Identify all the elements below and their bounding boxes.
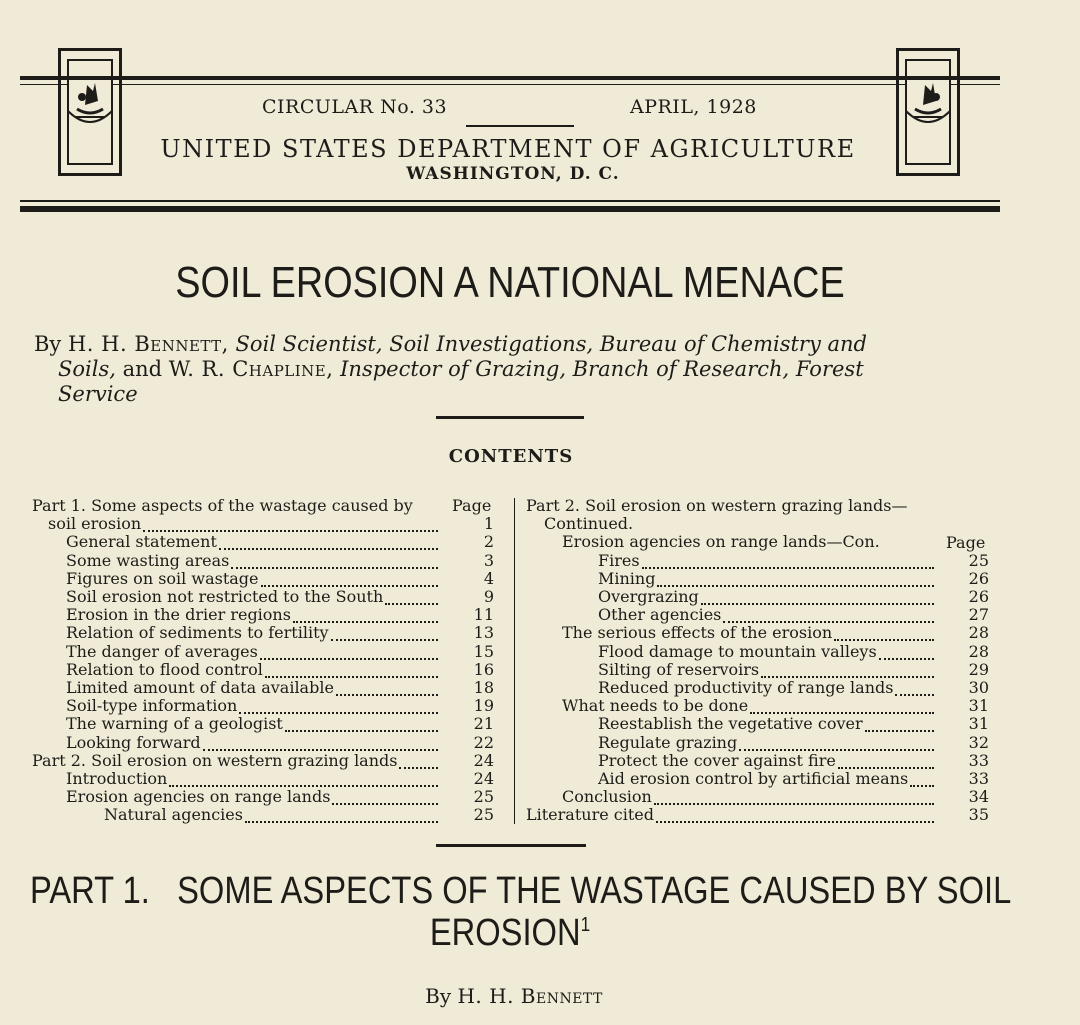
circular-date: APRIL, 1928 (630, 96, 757, 118)
toc-entry (0, 697, 1080, 715)
toc-entry (0, 588, 1080, 606)
toc-entry-title: Erosion in the drier regions (66, 605, 291, 625)
toc-entry-page: 21 (473, 714, 494, 734)
toc-leader-dots (910, 783, 934, 787)
toc-entry-page: 3 (483, 550, 494, 570)
toc-column-divider (514, 498, 515, 824)
toc-entry-title: What needs to be done (562, 696, 749, 716)
toc-leader-dots (895, 692, 934, 696)
toc-entry-title: Soil erosion not restricted to the South (66, 587, 384, 606)
toc-entry (0, 679, 1080, 697)
usda-seal-icon (903, 71, 953, 141)
header-rule-bottom (20, 200, 1000, 202)
author-bennett-role: Soil Scientist, Soil Investigations, Bureau of Chemistry and (235, 332, 867, 356)
department-location: WASHINGTON, D. C. (406, 164, 620, 184)
toc-entry-page: 16 (473, 659, 494, 679)
toc-entry-title: Conclusion (562, 787, 652, 807)
toc-entry-title: The warning of a geologist (66, 714, 283, 734)
part1-byline (0, 984, 1028, 1008)
toc-entry (0, 643, 1080, 661)
author-chapline: W. R. Chapline, (168, 357, 334, 381)
toc-entry-page: 15 (473, 641, 494, 661)
toc-entry (0, 515, 1080, 533)
toc-entry-page: 27 (968, 605, 989, 625)
toc-entry-page: 24 (473, 750, 494, 770)
toc-entry-title: Part 1. Some aspects of the wastage caused by (32, 496, 413, 515)
toc-entry-title: Natural agencies (104, 805, 243, 825)
toc-entry (0, 770, 1080, 788)
toc-entry-page: 25 (968, 550, 989, 570)
toc-entry-title: Relation to flood control (66, 659, 263, 679)
toc-entry-page: 35 (968, 805, 989, 825)
toc-entry-title: Erosion agencies on range lands—Con. (562, 532, 880, 552)
divider-above-contents (436, 416, 584, 419)
toc-entry (0, 715, 1080, 733)
part1-byline-by: By (425, 984, 452, 1008)
toc-entry-title: Continued. (544, 514, 634, 534)
toc-entry-title: Fires (598, 550, 640, 570)
toc-entry-page: 34 (968, 787, 989, 807)
header-rule-top-thin (20, 84, 1000, 85)
toc-entry-title: Protect the cover against fire (598, 750, 836, 770)
toc-entry-title: Other agencies (598, 605, 722, 625)
department-name: UNITED STATES DEPARTMENT OF AGRICULTURE (160, 135, 856, 163)
toc-entry (0, 734, 1080, 752)
toc-entry-page: 19 (473, 696, 494, 716)
toc-entry-title: Part 2. Soil erosion on western grazing lands— (526, 496, 908, 515)
toc-leader-dots (656, 819, 934, 823)
toc-entry (0, 788, 1080, 806)
footnote-mark: 1 (580, 914, 591, 936)
header-rule-bottom-thick (20, 206, 1000, 212)
toc-entry (0, 606, 1080, 624)
toc-entry (0, 497, 1080, 515)
toc-entry-page: 11 (473, 605, 494, 625)
author-chapline-role-cont: Service (58, 382, 138, 406)
contents-heading: CONTENTS (448, 446, 574, 467)
toc-page-label-left: Page (452, 496, 492, 515)
circular-number: CIRCULAR No. 33 (262, 96, 448, 118)
toc-entry-title: Introduction (66, 769, 168, 788)
toc-entry-page: 22 (473, 732, 494, 752)
toc-entry-title: Aid erosion control by artificial means (598, 769, 909, 788)
toc-entry-title: Some wasting areas (66, 550, 230, 570)
toc-entry-page: 25 (473, 787, 494, 807)
byline-and: and (122, 357, 163, 381)
toc-entry-title: Overgrazing (598, 587, 699, 606)
toc-leader-dots (642, 565, 934, 569)
document-title: SOIL EROSION A NATIONAL MENACE (175, 258, 845, 307)
toc-entry-title: Looking forward (66, 732, 201, 752)
toc-entry (0, 624, 1080, 642)
toc-entry-title: The danger of averages (66, 641, 258, 661)
toc-entry-page: 31 (968, 714, 989, 734)
toc-entry-page: 28 (968, 641, 989, 661)
toc-entry-title: Flood damage to mountain valleys (598, 641, 877, 661)
toc-entry-page: 26 (968, 587, 989, 606)
author-bennett: H. H. Bennett, (67, 332, 229, 356)
toc-entry-page: 33 (968, 769, 989, 788)
toc-entry-title: Erosion agencies on range lands (66, 787, 331, 807)
toc-entry (0, 752, 1080, 770)
toc-entry (0, 570, 1080, 588)
toc-entry-page: 29 (968, 659, 989, 679)
author-bennett-role-cont: Soils, (58, 357, 116, 381)
toc-entry-title: Reduced productivity of range lands (598, 678, 894, 697)
toc-entry-page: 28 (968, 623, 989, 643)
toc-page-label-right: Page (946, 533, 986, 552)
part1-byline-author: H. H. Bennett (457, 984, 603, 1008)
toc-entry-title: Figures on soil wastage (66, 568, 259, 588)
toc-leader-dots (865, 728, 934, 732)
toc-leader-dots (879, 656, 934, 660)
toc-entry-page: 33 (968, 750, 989, 770)
toc-leader-dots (739, 747, 934, 751)
usda-seal-icon (65, 71, 115, 141)
toc-entry-page: 9 (483, 587, 494, 606)
toc-leader-dots (834, 637, 934, 641)
authors-byline (34, 332, 994, 407)
toc-entry-title: Relation of sediments to fertility (66, 623, 329, 643)
toc-entry-title: Literature cited (526, 805, 654, 825)
author-chapline-role: Inspector of Grazing, Branch of Research, Forest (340, 357, 864, 381)
header-center-rule (466, 125, 574, 127)
toc-entry-page: 13 (473, 623, 494, 643)
toc-entry-title: Regulate grazing (598, 732, 738, 752)
toc-entry-page: 30 (968, 678, 989, 697)
toc-entry (0, 806, 1080, 824)
part1-heading-erosion: EROSION (429, 912, 581, 954)
toc-leader-dots (654, 801, 934, 805)
toc-entry-title: Part 2. Soil erosion on western grazing lands (32, 750, 398, 770)
toc-entry-title: Silting of reservoirs (598, 659, 760, 679)
toc-entry-page: 26 (968, 568, 989, 588)
toc-entry (0, 552, 1080, 570)
toc-entry-page: 2 (483, 532, 494, 552)
toc-entry-page: 24 (473, 769, 494, 788)
toc-entry-title: The serious effects of the erosion (562, 623, 833, 643)
toc-entry-title: General statement (66, 532, 217, 552)
toc-entry-page: 31 (968, 696, 989, 716)
part1-heading-line2 (71, 912, 948, 955)
toc-entry (0, 661, 1080, 679)
toc-entry-page: 1 (483, 514, 494, 534)
toc-entry-title: Limited amount of data available (66, 678, 334, 697)
toc-entry-title: Reestablish the vegetative cover (598, 714, 863, 734)
toc-entry (0, 533, 1080, 551)
toc-entry-title: Soil-type information (66, 696, 238, 716)
toc-entry-page: 4 (483, 568, 494, 588)
toc-leader-dots (701, 601, 934, 605)
toc-entry-title: Mining (598, 568, 656, 588)
divider-below-contents (436, 844, 586, 847)
byline-by: By (34, 332, 62, 356)
toc-entry-page: 18 (473, 678, 494, 697)
part1-heading-line1: PART 1. SOME ASPECTS OF THE WASTAGE CAUSED BY SOIL (30, 870, 1012, 912)
toc-entry-title: soil erosion (48, 514, 142, 534)
header-rule-top (20, 76, 1000, 80)
toc-entry-page: 32 (968, 732, 989, 752)
toc-entry-page: 25 (473, 805, 494, 825)
